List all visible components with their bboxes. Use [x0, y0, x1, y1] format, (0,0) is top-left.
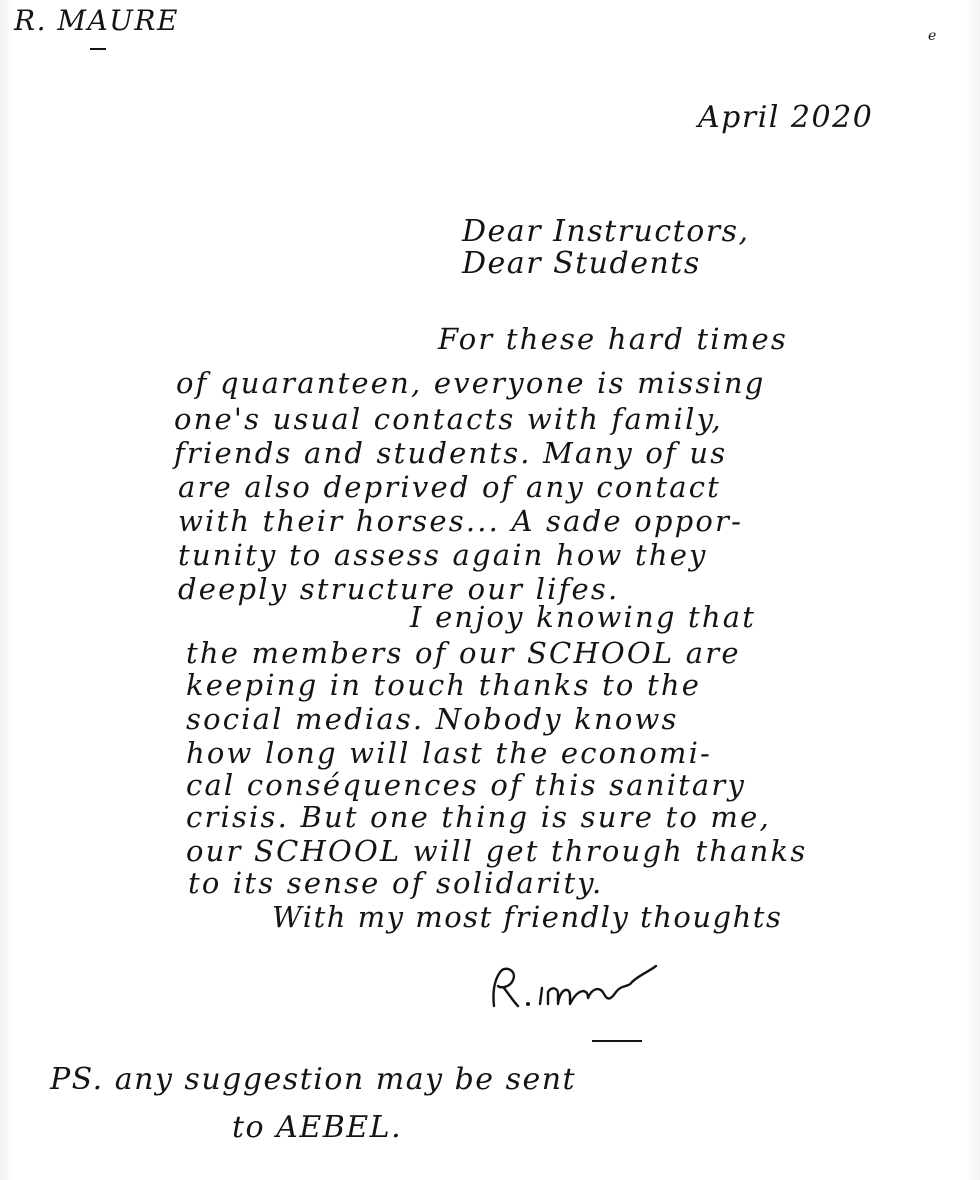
- body-line: to its sense of solidarity.: [188, 866, 604, 900]
- signature-underline: [592, 1040, 642, 1042]
- closing-line: With my most friendly thoughts: [272, 900, 783, 934]
- body-line: friends and students. Many of us: [174, 436, 728, 470]
- body-line: of quaranteen, everyone is missing: [176, 366, 766, 400]
- body-line: cal conséquences of this sanitary: [186, 768, 747, 802]
- body-line: are also deprived of any contact: [178, 470, 722, 504]
- postscript-line-1: PS. any suggestion may be sent: [50, 1062, 577, 1097]
- letter-date: April 2020: [698, 100, 874, 135]
- corner-mark: e: [928, 28, 938, 44]
- body-line: keeping in touch thanks to the: [186, 668, 702, 702]
- salutation-students: Dear Students: [462, 246, 701, 281]
- body-line: I enjoy knowing that: [410, 600, 757, 634]
- body-line: deeply structure our lifes.: [178, 572, 620, 606]
- body-line: how long will last the economi-: [186, 736, 713, 770]
- body-line: our SCHOOL will get through thanks: [186, 834, 808, 868]
- body-line: tunity to assess again how they: [178, 538, 708, 572]
- body-line: crisis. But one thing is sure to me,: [186, 800, 771, 834]
- postscript-line-2: to AEBEL.: [232, 1110, 403, 1145]
- salutation-instructors: Dear Instructors,: [462, 214, 750, 249]
- body-line: social medias. Nobody knows: [186, 702, 679, 736]
- initials-underline: [90, 48, 106, 50]
- top-initials: R. MAURE: [14, 4, 179, 37]
- body-line: For these hard times: [438, 322, 788, 356]
- body-line: the members of our SCHOOL are: [186, 636, 741, 670]
- body-line: one's usual contacts with family,: [174, 402, 723, 436]
- signature: [488, 958, 728, 1018]
- body-line: with their horses... A sade oppor-: [178, 504, 744, 538]
